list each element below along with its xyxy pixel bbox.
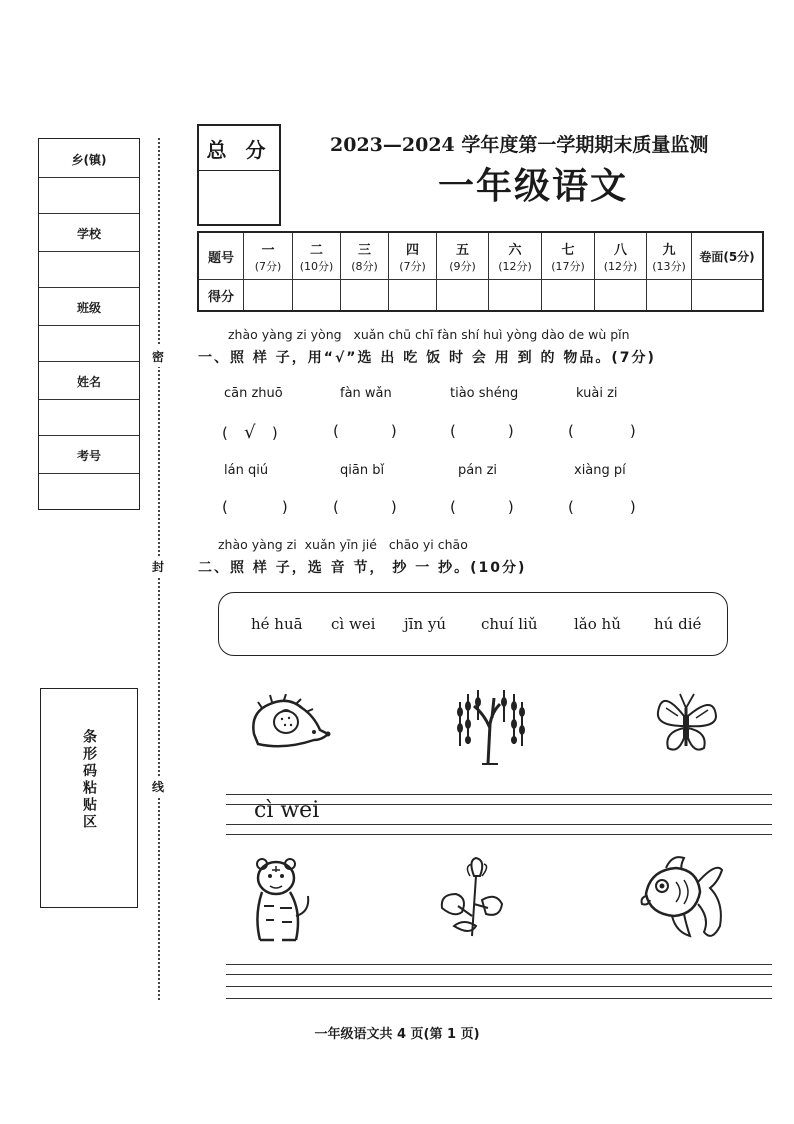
divider <box>39 361 139 362</box>
q2-text: 二、照 样 子，选 音 节， 抄 一 抄。(10分) <box>198 560 527 576</box>
check-mark: √ <box>244 422 256 443</box>
column-header <box>542 232 595 280</box>
lotus-icon <box>434 856 506 940</box>
answer-blank[interactable]: ( ) <box>568 498 636 516</box>
field-label-exam-number: 考号 <box>76 449 101 463</box>
total-score-box <box>197 124 281 226</box>
question-points: (10分) <box>299 259 334 273</box>
score-cell[interactable] <box>341 280 389 312</box>
field-input-school[interactable] <box>39 251 139 252</box>
option-pinyin: lán qiú <box>224 463 269 478</box>
option-pinyin: pán zi <box>458 463 498 478</box>
total-score-label: 总 分 <box>206 138 272 162</box>
option-pinyin: qiān bǐ <box>340 463 385 478</box>
page-footer: 一年级语文共 4 页(第 1 页) <box>314 1027 480 1042</box>
column-header <box>389 232 437 280</box>
exam-title: 2023—2024 学年度第一学期期末质量监测 <box>330 134 709 156</box>
handwriting-score-header: 卷面(5分) <box>692 232 764 280</box>
divider <box>39 213 139 214</box>
willow-icon <box>452 684 530 766</box>
goldfish-icon <box>636 852 726 944</box>
answer-blank[interactable]: ( √ ) <box>222 422 278 443</box>
score-cell[interactable] <box>293 280 341 312</box>
answer-blank[interactable]: ( ) <box>333 422 397 440</box>
subject-title: 一年级语文 <box>438 166 629 207</box>
divider <box>199 170 279 171</box>
butterfly-icon <box>654 688 720 760</box>
q1-text: 一、照 样 子，用“√”选 出 吃 饭 时 会 用 到 的 物品。(7分) <box>198 350 656 366</box>
answer-blank[interactable]: ( ) <box>568 422 636 440</box>
column-header <box>293 232 341 280</box>
field-input-name[interactable] <box>39 399 139 400</box>
word-option: chuí liǔ <box>481 615 538 633</box>
question-points: (8分) <box>351 259 378 273</box>
word-option: hú dié <box>654 615 702 633</box>
seal-char-mi: 密 <box>152 346 164 367</box>
question-points: (13分) <box>652 259 686 273</box>
question-number: 一 <box>261 242 275 258</box>
column-header <box>489 232 542 280</box>
score-cell[interactable] <box>389 280 437 312</box>
tiger-icon <box>246 856 312 944</box>
answer-blank[interactable]: ( ) <box>222 498 288 516</box>
option-pinyin: cān zhuō <box>224 386 283 401</box>
question-points: (7分) <box>254 259 282 273</box>
score-cell[interactable] <box>647 280 692 312</box>
divider <box>39 435 139 436</box>
option-pinyin: fàn wǎn <box>340 386 392 401</box>
row-label-score: 得分 <box>198 280 244 312</box>
barcode-label: 条形码粘贴区 <box>81 729 97 831</box>
word-option: jīn yú <box>404 615 447 633</box>
field-label-name: 姓名 <box>76 375 101 389</box>
option-pinyin: kuài zi <box>576 386 618 401</box>
score-cell[interactable] <box>244 280 293 312</box>
score-cell[interactable] <box>595 280 647 312</box>
barcode-area <box>40 688 138 908</box>
option-pinyin: tiào shéng <box>450 386 519 401</box>
score-cell[interactable] <box>692 280 764 312</box>
score-cell[interactable] <box>489 280 542 312</box>
score-cell[interactable] <box>437 280 489 312</box>
column-header <box>341 232 389 280</box>
field-input-exam-number[interactable] <box>39 473 139 474</box>
row-label-question-number: 题号 <box>198 232 244 280</box>
example-answer: cì wei <box>254 798 320 823</box>
question-points: (12分) <box>498 259 532 273</box>
score-table <box>197 231 764 312</box>
field-label-town: 乡(镇) <box>71 153 107 167</box>
word-option: hé huā <box>251 615 303 633</box>
column-header <box>437 232 489 280</box>
question-number: 四 <box>405 242 419 258</box>
divider <box>39 287 139 288</box>
score-cell[interactable] <box>542 280 595 312</box>
field-label-class: 班级 <box>76 301 101 315</box>
question-number: 二 <box>309 242 323 258</box>
word-bank-box <box>218 592 728 656</box>
word-option: lǎo hǔ <box>574 615 621 633</box>
q2-pinyin: zhào yàng zi xuǎn yīn jié chāo yi chāo <box>218 537 468 552</box>
hedgehog-icon <box>244 694 334 754</box>
question-points: (17分) <box>551 259 585 273</box>
question-number: 五 <box>455 242 469 258</box>
seal-char-xian: 线 <box>152 776 164 797</box>
question-points: (9分) <box>449 259 476 273</box>
question-number: 三 <box>357 242 371 258</box>
option-pinyin: xiàng pí <box>574 463 626 478</box>
answer-blank[interactable]: ( ) <box>333 498 397 516</box>
student-info-box <box>38 138 140 510</box>
question-number: 八 <box>613 242 627 258</box>
question-points: (7分) <box>399 259 426 273</box>
question-number: 九 <box>662 242 676 258</box>
word-option: cì wei <box>331 615 376 633</box>
question-number: 七 <box>561 242 575 258</box>
answer-blank[interactable]: ( ) <box>450 498 514 516</box>
answer-blank[interactable]: ( ) <box>450 422 514 440</box>
field-input-class[interactable] <box>39 325 139 326</box>
question-number: 六 <box>508 242 522 258</box>
q1-pinyin: zhào yàng zi yòng xuǎn chū chī fàn shí huì yòng dào de wù pǐn <box>228 327 630 342</box>
column-header <box>595 232 647 280</box>
seal-char-feng: 封 <box>152 556 164 577</box>
field-label-school: 学校 <box>76 227 101 241</box>
column-header <box>647 232 692 280</box>
column-header <box>244 232 293 280</box>
field-input-town[interactable] <box>39 177 139 178</box>
question-points: (12分) <box>603 259 638 273</box>
